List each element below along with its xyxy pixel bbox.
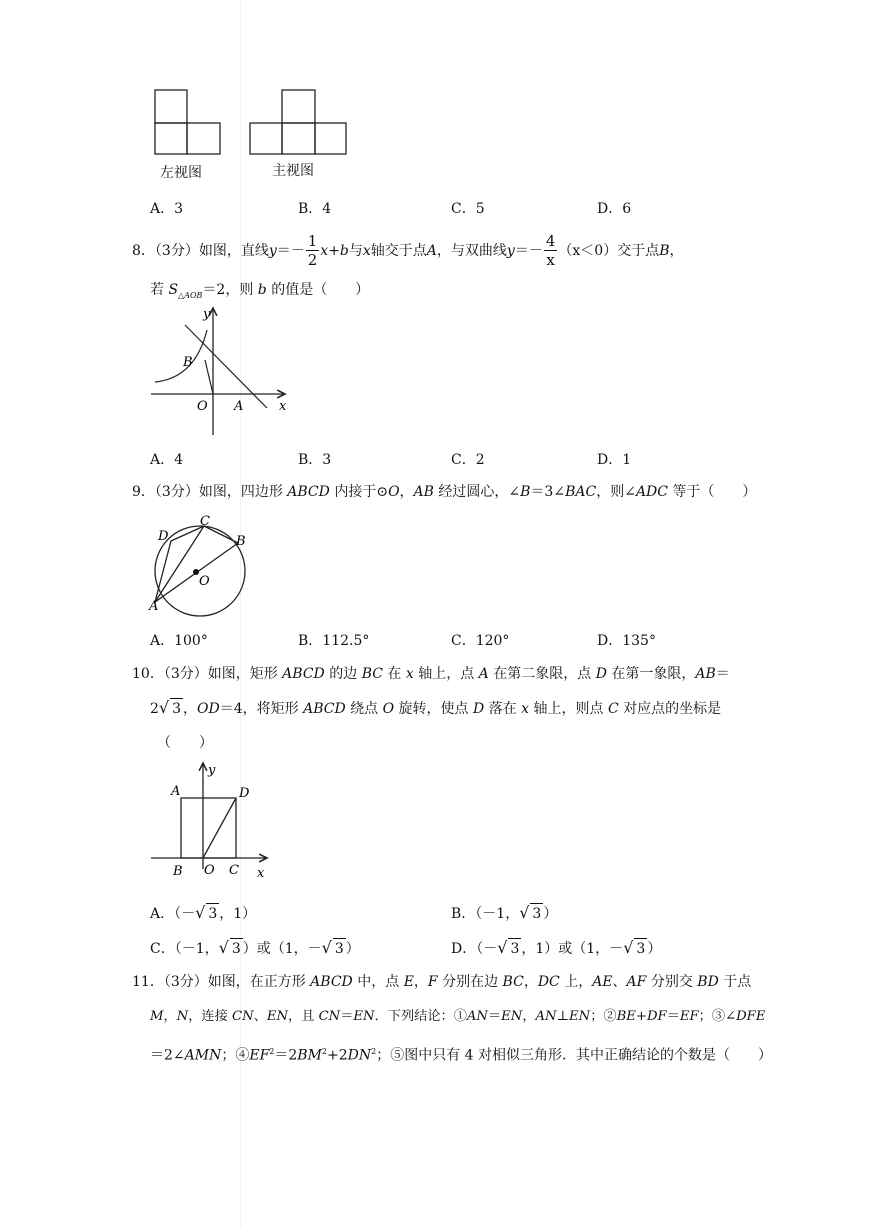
q9-o: O <box>388 484 400 500</box>
t: DN <box>347 1047 372 1064</box>
t: AE <box>592 974 613 990</box>
t: 对应点的坐标是 <box>618 701 722 717</box>
q8-line2-end: 的值是（ ） <box>266 282 370 298</box>
q9-text-g: 等于（ ） <box>667 484 757 500</box>
label-o: O <box>199 574 210 589</box>
q9-text-a: 9．（3分）如图，四边形 <box>132 484 288 500</box>
q9-option-c: C．120° <box>451 633 510 649</box>
t: ⊥ <box>556 1009 570 1024</box>
q8-eq1-y: y <box>268 243 277 259</box>
q8-eq2-eq: ＝－ <box>514 243 543 259</box>
t: 2 <box>371 1047 377 1056</box>
t: ＝ <box>666 1009 680 1024</box>
sqrt-icon: √ <box>195 903 206 922</box>
t: ）或（1，－ <box>242 941 322 957</box>
q10-option-d <box>451 938 661 959</box>
q9-b: B <box>520 484 531 500</box>
t: 轴上，点 <box>413 666 479 682</box>
label-x: x <box>257 866 265 881</box>
t: A <box>478 666 489 682</box>
label-c: C <box>200 514 210 529</box>
label-d: D <box>158 529 169 544</box>
q10-rectangle-figure <box>145 757 275 882</box>
t: 在 <box>382 666 406 682</box>
q8-graph-figure <box>145 300 300 440</box>
q8-line2-start: 若 <box>150 282 169 298</box>
t: AF <box>626 974 647 990</box>
q10-option-c <box>150 938 360 959</box>
t: 2 <box>150 701 159 717</box>
q8-condition: （x＜0）交于点 <box>558 243 660 259</box>
q11-stem-line1 <box>132 972 751 992</box>
q9-abcd: ABCD <box>287 484 330 500</box>
q9-text-d: 经过圆心，∠ <box>433 484 521 500</box>
label-a: A <box>234 399 244 414</box>
t: EN <box>266 1009 289 1024</box>
label-o: O <box>197 399 208 414</box>
main-view-label: 主视图 <box>272 163 314 179</box>
sqrt-value: 3 <box>530 903 543 924</box>
t: ，1）或（1，－ <box>521 941 624 957</box>
q7-option-c: C．5 <box>451 201 485 217</box>
sqrt-value: 3 <box>230 938 243 959</box>
q11-stem-line3 <box>150 1042 772 1066</box>
q10-stem-line2 <box>150 698 721 719</box>
q8-eq2-y: y <box>506 243 515 259</box>
t: x <box>521 701 530 717</box>
frac-num: 4 <box>545 232 556 250</box>
sqrt-value: 3 <box>634 938 647 959</box>
q10-stem-line1 <box>132 664 730 684</box>
q8-x-var: x <box>362 243 371 259</box>
t: 2 <box>321 1047 328 1056</box>
t: ；③∠ <box>698 1009 737 1024</box>
t: 落在 <box>484 701 522 717</box>
q9-circle-figure <box>145 508 260 618</box>
t: BC <box>502 974 524 990</box>
t: ＝ <box>715 666 730 682</box>
t: 于点 <box>718 974 752 990</box>
segment-od <box>203 798 236 858</box>
t: EN <box>501 1009 523 1024</box>
t: DF <box>646 1009 667 1024</box>
t: + <box>635 1009 647 1024</box>
q8-number: 8．（3分）如图，直线 <box>132 243 269 259</box>
sqrt-icon: √ <box>218 938 229 957</box>
t: AMN <box>184 1047 222 1064</box>
t: AN <box>535 1009 557 1024</box>
t: ， <box>163 1009 177 1024</box>
t: 在第一象限， <box>606 666 696 682</box>
t: 绕点 <box>345 701 383 717</box>
q9-text-b: 内接于⊙ <box>329 484 389 500</box>
t: x <box>405 666 414 682</box>
segment-ob <box>205 360 213 394</box>
t: ABCD <box>310 974 353 990</box>
t: D <box>595 666 607 682</box>
t: BC <box>361 666 383 682</box>
q9-stem <box>132 482 756 502</box>
t: M <box>150 1009 164 1024</box>
t: ） <box>543 906 558 922</box>
t: OD <box>197 701 220 717</box>
t: EN <box>353 1009 375 1024</box>
q9-text-e: ＝3∠ <box>530 484 566 500</box>
q8-mid3: ，与双曲线 <box>436 243 507 259</box>
q8-option-a: A．4 <box>150 452 184 468</box>
t: D <box>473 701 485 717</box>
q8-end1: ， <box>669 243 684 259</box>
t: ；⑤图中只有 4 对相似三角形．其中正确结论的个数是（ ） <box>376 1047 773 1064</box>
label-c: C <box>229 863 239 878</box>
label-a: A <box>149 599 159 614</box>
t: DFE <box>736 1009 766 1024</box>
t: ；② <box>590 1009 617 1024</box>
q8-b-var: b <box>257 282 267 298</box>
left-view-label: 左视图 <box>160 165 202 181</box>
q8-point-b: B <box>659 243 670 259</box>
t: N <box>176 1009 189 1024</box>
t: ＝4，将矩形 <box>219 701 304 717</box>
q8-option-d: D．1 <box>597 452 632 468</box>
t: ．下列结论：① <box>374 1009 467 1024</box>
t: ABCD <box>303 701 346 717</box>
q9-option-b: B．112.5° <box>298 633 370 649</box>
q9-text-c: ， <box>399 484 414 500</box>
label-b: B <box>173 864 183 879</box>
q8-mid2: 轴交于点 <box>370 243 427 259</box>
t: D．（－ <box>451 941 498 957</box>
t: 轴上，则点 <box>529 701 608 717</box>
q11-stem-line2 <box>150 1007 765 1027</box>
t: O <box>382 701 395 717</box>
t: B．（－1， <box>451 906 520 922</box>
t: ） <box>345 941 360 957</box>
t: EF <box>249 1047 270 1064</box>
q7-option-a: A．3 <box>150 201 184 217</box>
t: 的边 <box>324 666 362 682</box>
label-b: B <box>183 355 193 370</box>
t: ，1） <box>219 906 257 922</box>
t: ， <box>413 974 428 990</box>
q8-eq1-eq: ＝－ <box>276 243 305 259</box>
q8-line2-rest: ＝2，则 <box>202 282 258 298</box>
t: C <box>607 701 619 717</box>
sqrt-icon: √ <box>321 938 332 957</box>
t: 上， <box>559 974 593 990</box>
frac-den: x <box>546 251 555 269</box>
t: DC <box>537 974 560 990</box>
q9-option-d: D．135° <box>597 633 656 649</box>
line-ab <box>185 325 267 408</box>
hyperbola-curve <box>155 330 207 382</box>
q7-option-d: D．6 <box>597 201 632 217</box>
t: CN <box>232 1009 254 1024</box>
t: 、 <box>612 974 627 990</box>
t: ， <box>522 1009 536 1024</box>
label-x: x <box>279 399 287 414</box>
t: 、 <box>253 1009 267 1024</box>
main-view-shape <box>250 90 346 154</box>
t: ， <box>523 974 538 990</box>
sqrt-value: 3 <box>333 938 346 959</box>
sqrt-icon: √ <box>497 938 508 957</box>
t: +2 <box>327 1047 348 1064</box>
t: CN <box>318 1009 341 1024</box>
q7-option-b: B．4 <box>298 201 332 217</box>
t: ，连接 <box>188 1009 233 1024</box>
q10-stem-line3: （ ） <box>157 735 213 751</box>
t: ＝2∠ <box>150 1047 185 1064</box>
q9-text-f: ，则∠ <box>596 484 636 500</box>
sqrt-value: 3 <box>170 698 183 719</box>
sqrt-value: 3 <box>508 938 521 959</box>
t: A．（－ <box>150 906 196 922</box>
t: ABCD <box>282 666 325 682</box>
t: ， <box>183 701 198 717</box>
t: 分别交 <box>646 974 698 990</box>
t: BD <box>697 974 719 990</box>
t: BM <box>297 1047 322 1064</box>
label-y: y <box>208 763 216 778</box>
frac-den: 2 <box>307 251 318 269</box>
t: C．（－1， <box>150 941 219 957</box>
q10-option-a <box>150 903 256 924</box>
q8-point-a: A <box>426 243 437 259</box>
q8-option-b: B．3 <box>298 452 332 468</box>
t: 在第二象限，点 <box>488 666 596 682</box>
label-a: A <box>171 784 181 799</box>
t: F <box>427 974 438 990</box>
t: 11．（3分）如图，在正方形 <box>132 974 311 990</box>
t: EN <box>569 1009 591 1024</box>
t: BE <box>616 1009 636 1024</box>
t: EF <box>679 1009 699 1024</box>
q8-s-subscript: △AOB <box>178 290 203 300</box>
q9-bac: BAC <box>565 484 597 500</box>
q8-fraction-4-over-x <box>544 234 558 268</box>
t: 10．（3分）如图，矩形 <box>132 666 283 682</box>
label-d: D <box>239 786 250 801</box>
label-y: y <box>203 307 211 322</box>
t: E <box>403 974 414 990</box>
q9-ab: AB <box>413 484 434 500</box>
sqrt-icon: √ <box>158 698 170 717</box>
t: 2 <box>269 1047 275 1056</box>
q10-option-b <box>451 903 557 924</box>
left-view-shape <box>155 90 220 154</box>
t: ＝ <box>487 1009 502 1024</box>
t: ＝ <box>340 1009 354 1024</box>
t: ） <box>647 941 662 957</box>
t: ＝2 <box>274 1047 298 1064</box>
label-b: B <box>236 534 246 549</box>
sqrt-value: 3 <box>206 903 219 924</box>
q9-option-a: A．100° <box>150 633 208 649</box>
sqrt-icon: √ <box>623 938 634 957</box>
q8-eq1-rest: x+b <box>320 243 349 259</box>
t: ，且 <box>288 1009 319 1024</box>
frac-num: 1 <box>307 232 318 250</box>
t: 旋转，使点 <box>394 701 474 717</box>
q8-s-symbol: S <box>168 282 179 298</box>
label-o: O <box>204 863 215 878</box>
q8-option-c: C．2 <box>451 452 485 468</box>
q8-stem-line1 <box>132 232 684 270</box>
t: 中，点 <box>352 974 404 990</box>
t: 分别在边 <box>437 974 503 990</box>
sqrt-icon: √ <box>519 903 530 922</box>
t: ；④ <box>221 1047 250 1064</box>
q8-fraction-half <box>306 234 320 268</box>
t: AB <box>695 666 716 682</box>
q8-mid1: 与 <box>348 243 363 259</box>
q9-adc: ADC <box>635 484 668 500</box>
t: AN <box>466 1009 488 1024</box>
